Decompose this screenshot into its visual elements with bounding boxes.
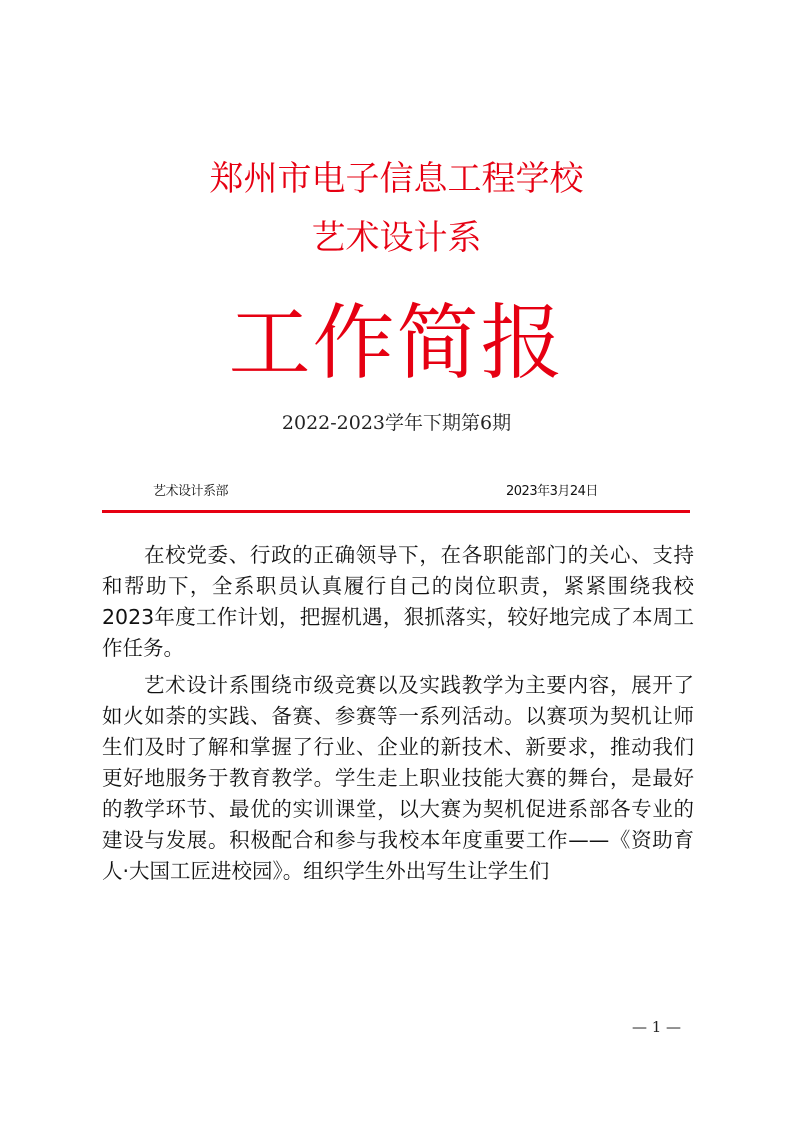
- paragraph: 在校党委、行政的正确领导下，在各职能部门的关心、支持和帮助下，全系职员认真履行自己的岗位职责，紧紧围绕我校2023年度工作计划，把握机遇，狠抓落实，较好地完成了本周工作任务。: [102, 543, 694, 660]
- school-name: 郑州市电子信息工程学校: [209, 159, 584, 199]
- issue-number: 2022-2023学年下期第6期: [281, 412, 512, 434]
- issuer-label: 艺术设计系部: [153, 484, 229, 499]
- page-number: — 1 —: [631, 1018, 682, 1036]
- bulletin-title: 工作简报: [228, 296, 565, 391]
- issue-date: 2023年3月24日: [506, 484, 598, 499]
- paragraph: 艺术设计系围绕市级竞赛以及实践教学为主要内容，展开了如火如荼的实践、备赛、参赛等一系列活动。以赛项为契机让师生们及时了解和掌握了行业、企业的新技术、新要求，推动我们更好地服务于教育教学。学生走上职业技能大赛的舞台，是最好的教学环节、最优的实训课堂，以大赛为契机促进系部各专业的建设与发展。积极配合和参与我校本年度重要工作——《资助育人·大国工匠进校园》。组织学生外出写生让学生们: [102, 673, 694, 883]
- department-name: 艺术设计系: [311, 218, 482, 258]
- header-divider: [102, 510, 690, 513]
- bulletin-body: [102, 540, 694, 887]
